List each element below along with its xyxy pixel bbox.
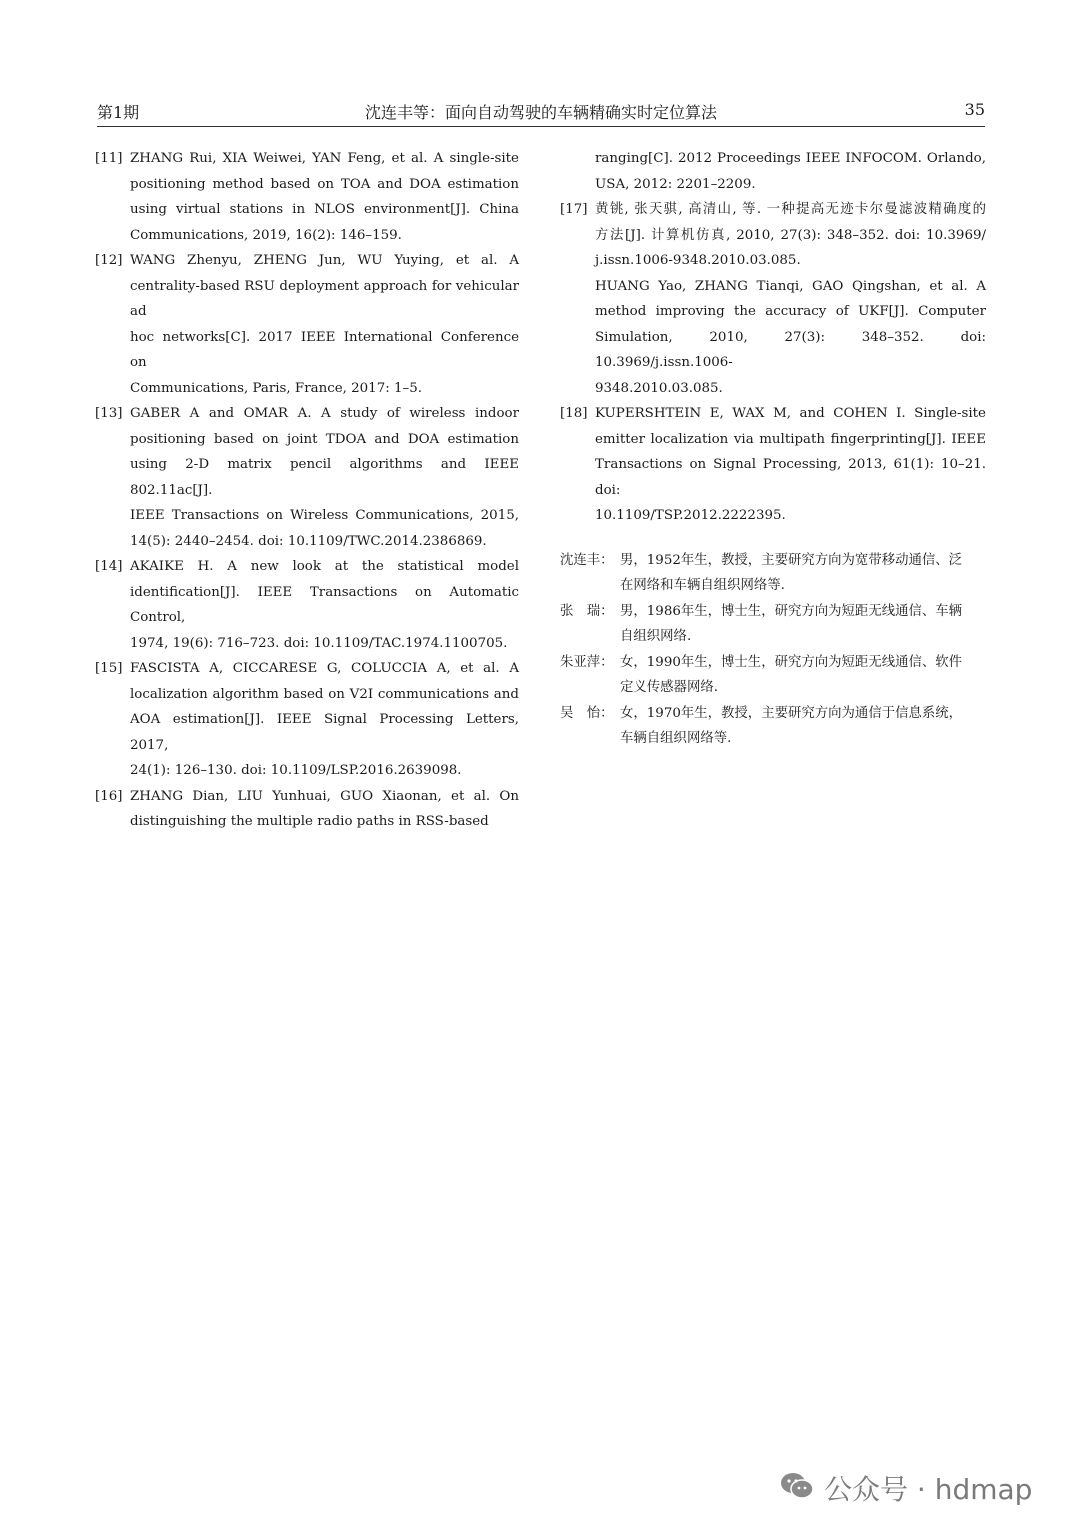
reference-line: 黄铫, 张天骐, 高清山, 等. 一种提高无迹卡尔曼滤波精确度的 — [595, 202, 986, 217]
reference-line: Communications, 2019, 16(2): 146–159. — [130, 227, 402, 243]
author-name: 沈连丰： — [560, 552, 614, 568]
author-bios — [560, 548, 986, 752]
right-column — [560, 146, 986, 752]
author-bio-line: 自组织网络. — [620, 629, 692, 644]
reference-line: 1974, 19(6): 716–723. doi: 10.1109/TAC.1974.1100705. — [130, 635, 508, 651]
watermark — [780, 1468, 1060, 1508]
reference-entry — [560, 146, 986, 197]
reference-line: ZHANG Dian, LIU Yunhuai, GUO Xiaonan, et al. On — [130, 788, 519, 804]
reference-line: FASCISTA A, CICCARESE G, COLUCCIA A, et al. A — [130, 661, 519, 676]
reference-line: Transactions on Signal Processing, 2013, 61(1): 10–21. doi: — [595, 457, 986, 498]
author-bio-line: 男，1952年生，教授，主要研究方向为宽带移动通信、泛 — [620, 552, 963, 568]
reference-line: WANG Zhenyu, ZHENG Jun, WU Yuying, et al. A — [130, 253, 519, 268]
reference-entry — [95, 784, 519, 835]
author-bio — [560, 701, 986, 752]
running-title: 沈连丰等：面向自动驾驶的车辆精确实时定位算法 — [364, 103, 717, 122]
reference-line: HUANG Yao, ZHANG Tianqi, GAO Qingshan, et al. A — [595, 278, 986, 294]
reference-number: [17] — [560, 202, 588, 217]
reference-line: positioning based on joint TDOA and DOA estimation — [130, 431, 519, 447]
reference-line: emitter localization via multipath fingerprinting[J]. IEEE — [595, 431, 986, 447]
reference-number: [14] — [95, 559, 123, 574]
reference-entry — [560, 401, 986, 529]
author-name: 张 瑞： — [560, 603, 614, 619]
reference-line: hoc networks[C]. 2017 IEEE International Conference on — [130, 329, 519, 370]
wechat-icon — [780, 1472, 814, 1500]
author-bio — [560, 650, 986, 701]
reference-line: Communications, Paris, France, 2017: 1–5. — [130, 380, 422, 396]
author-name: 朱亚萍： — [560, 654, 614, 670]
reference-line: positioning method based on TOA and DOA estimation — [130, 176, 519, 192]
reference-number: [12] — [95, 253, 123, 268]
reference-number: [16] — [95, 788, 123, 804]
author-bio-line: 定义传感器网络. — [620, 680, 718, 695]
reference-entry — [95, 656, 519, 784]
issue-number: 第1期 — [97, 103, 140, 122]
reference-line: centrality-based RSU deployment approach for vehicular ad — [130, 278, 519, 319]
reference-line: 10.1109/TSP.2012.2222395. — [595, 508, 786, 523]
reference-line: identification[J]. IEEE Transactions on Automatic Control, — [130, 584, 519, 625]
reference-line: method improving the accuracy of UKF[J]. Computer — [595, 304, 986, 319]
reference-entry — [95, 401, 519, 554]
reference-line: GABER A and OMAR A. A study of wireless indoor — [130, 406, 519, 421]
reference-line: Simulation, 2010, 27(3): 348–352. doi: 10.3969/j.issn.1006- — [595, 329, 986, 370]
reference-entry — [95, 554, 519, 656]
page-number: 35 — [964, 100, 985, 119]
reference-entry — [560, 197, 986, 401]
reference-entry — [95, 248, 519, 401]
reference-number: [11] — [95, 151, 123, 166]
reference-line: j.issn.1006-9348.2010.03.085. — [595, 253, 801, 268]
reference-line: AOA estimation[J]. IEEE Signal Processing Letters, 2017, — [130, 712, 519, 753]
reference-line: ranging[C]. 2012 Proceedings IEEE INFOCOM. Orlando, — [595, 151, 986, 166]
author-bio-line: 女，1990年生，博士生，研究方向为短距无线通信、软件 — [620, 654, 963, 670]
reference-line: using virtual stations in NLOS environment[J]. China — [130, 202, 519, 217]
author-bio-line: 在网络和车辆自组织网络等. — [620, 578, 785, 593]
running-header — [97, 100, 985, 127]
author-bio-line: 男，1986年生，博士生，研究方向为短距无线通信、车辆 — [620, 603, 963, 619]
reference-line: using 2-D matrix pencil algorithms and IEEE 802.11ac[J]. — [130, 457, 519, 498]
reference-line: distinguishing the multiple radio paths in RSS-based — [130, 814, 489, 829]
left-column — [95, 146, 519, 835]
reference-line: ZHANG Rui, XIA Weiwei, YAN Feng, et al. A single-site — [130, 151, 519, 166]
reference-line: 24(1): 126–130. doi: 10.1109/LSP.2016.2639098. — [130, 763, 462, 778]
reference-line: USA, 2012: 2201–2209. — [595, 176, 756, 192]
watermark-text: 公众号 · hdmap — [824, 1473, 1033, 1506]
reference-number: [13] — [95, 406, 123, 421]
reference-line: KUPERSHTEIN E, WAX M, and COHEN I. Single-site — [595, 406, 986, 421]
reference-number: [15] — [95, 661, 123, 676]
reference-line: IEEE Transactions on Wireless Communications, 2015, — [130, 508, 519, 523]
author-bio — [560, 599, 986, 650]
reference-line: localization algorithm based on V2I communications and — [130, 686, 519, 702]
reference-line: AKAIKE H. A new look at the statistical model — [130, 559, 519, 574]
author-bio — [560, 548, 986, 599]
author-bio-line: 女，1970年生，教授，主要研究方向为通信于信息系统， — [620, 705, 963, 721]
reference-entry — [95, 146, 519, 248]
reference-line: 方法[J]. 计算机仿真, 2010, 27(3): 348–352. doi: 10.3969/ — [595, 227, 986, 243]
author-bio-line: 车辆自组织网络等. — [620, 731, 732, 746]
reference-number: [18] — [560, 406, 588, 421]
reference-list-right — [560, 146, 986, 529]
reference-line: 14(5): 2440–2454. doi: 10.1109/TWC.2014.2386869. — [130, 533, 487, 549]
author-name: 吴 怡： — [560, 705, 614, 721]
reference-line: 9348.2010.03.085. — [595, 380, 723, 396]
